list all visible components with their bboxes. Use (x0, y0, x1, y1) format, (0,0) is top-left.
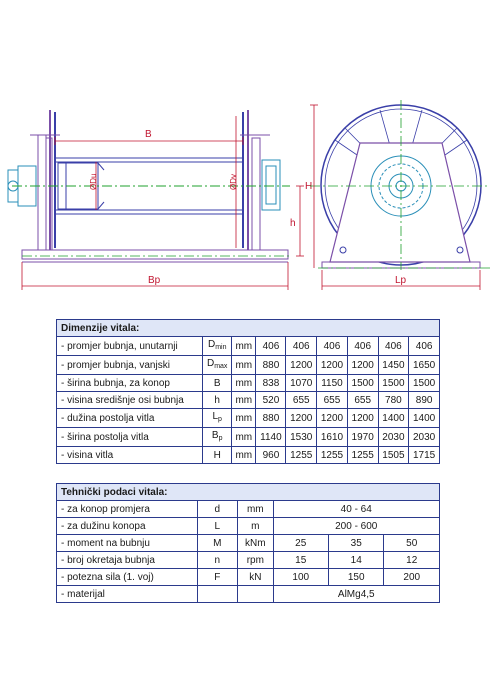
row-value: 100 (273, 569, 328, 586)
table-row (57, 392, 440, 409)
row-value: 1150 (317, 375, 348, 392)
row-label: - visina vitla (57, 447, 203, 464)
table-row (57, 409, 440, 428)
row-label: - širina postolja vitla (57, 428, 203, 447)
row-symbol: h (203, 392, 232, 409)
row-value: 200 (384, 569, 440, 586)
row-symbol: F (197, 569, 238, 586)
row-value: 406 (409, 337, 440, 356)
row-label: - za konop promjera (57, 501, 198, 518)
row-unit: mm (232, 409, 256, 428)
row-value: 655 (286, 392, 317, 409)
dim-label-bp: Bp (148, 275, 161, 286)
row-symbol: H (203, 447, 232, 464)
symbol-subscript: p (218, 416, 222, 423)
row-value: 1200 (286, 356, 317, 375)
row-symbol: $B_p$ (203, 428, 232, 447)
row-value: 1255 (347, 447, 378, 464)
row-label: - visina središnje osi bubnja (57, 392, 203, 409)
row-label: - potezna sila (1. voj) (57, 569, 198, 586)
row-value: 25 (273, 535, 328, 552)
row-unit: mm (232, 375, 256, 392)
row-value: 1200 (347, 356, 378, 375)
row-value: 1610 (317, 428, 348, 447)
symbol-subscript: p (218, 435, 223, 442)
row-value: 1400 (409, 409, 440, 428)
row-symbol: $D_{max}$ (203, 356, 232, 375)
row-label: - promjer bubnja, vanjski (57, 356, 203, 375)
table-row (57, 337, 440, 356)
row-value: 880 (256, 409, 286, 428)
row-unit: mm (232, 447, 256, 464)
row-value: 655 (317, 392, 348, 409)
dim-label-h-lower: h (290, 218, 296, 229)
row-unit: mm (232, 392, 256, 409)
table-row (57, 356, 440, 375)
row-value: 406 (347, 337, 378, 356)
row-label: - širina bubnja, za konop (57, 375, 203, 392)
table-row (57, 501, 440, 518)
table-row (57, 428, 440, 447)
row-symbol: n (197, 552, 238, 569)
row-value: 838 (256, 375, 286, 392)
row-value: 1500 (378, 375, 409, 392)
dim-label-b: B (145, 129, 152, 140)
row-unit (238, 586, 273, 603)
row-unit: mm (238, 501, 273, 518)
row-symbol (197, 586, 238, 603)
dimensions-table (56, 319, 440, 464)
table-row (57, 586, 440, 603)
row-value: 1450 (378, 356, 409, 375)
row-value: 150 (328, 569, 383, 586)
row-value: 35 (328, 535, 383, 552)
row-value: 2030 (409, 428, 440, 447)
row-symbol: $L_p$ (203, 409, 232, 428)
row-symbol: M (197, 535, 238, 552)
row-value: 880 (256, 356, 286, 375)
row-value: 406 (256, 337, 286, 356)
row-value: 1200 (317, 356, 348, 375)
symbol-subscript: max (214, 363, 228, 370)
row-value: 406 (317, 337, 348, 356)
row-value: 655 (347, 392, 378, 409)
row-unit: mm (232, 337, 256, 356)
row-value: 1505 (378, 447, 409, 464)
row-value: 406 (378, 337, 409, 356)
row-value: 1255 (286, 447, 317, 464)
row-unit: rpm (238, 552, 273, 569)
dim-label-dv: ØDv (229, 174, 238, 190)
row-label: - materijal (57, 586, 198, 603)
row-value: 890 (409, 392, 440, 409)
winch-drawing (0, 0, 494, 310)
row-value: 1255 (317, 447, 348, 464)
row-symbol: L (197, 518, 238, 535)
row-unit: mm (232, 356, 256, 375)
table-row (57, 447, 440, 464)
table-row (57, 375, 440, 392)
row-value: 1650 (409, 356, 440, 375)
row-unit: mm (232, 428, 256, 447)
row-value: 50 (384, 535, 440, 552)
symbol-subscript: min (215, 344, 227, 351)
row-value: 1530 (286, 428, 317, 447)
row-value: 1500 (409, 375, 440, 392)
row-label: - za dužinu konopa (57, 518, 198, 535)
row-value: 780 (378, 392, 409, 409)
row-value: 1200 (317, 409, 348, 428)
row-value: 12 (384, 552, 440, 569)
row-symbol: d (197, 501, 238, 518)
row-value: 960 (256, 447, 286, 464)
row-value: 1715 (409, 447, 440, 464)
row-value: 520 (256, 392, 286, 409)
row-value: 406 (286, 337, 317, 356)
row-unit: kN (238, 569, 273, 586)
dimensions-title: Dimenzije vitala: (57, 320, 440, 337)
row-symbol: $D_{min}$ (203, 337, 232, 356)
row-value: 1400 (378, 409, 409, 428)
row-value: 40 - 64 (273, 501, 440, 518)
row-value: 1140 (256, 428, 286, 447)
table-row (57, 569, 440, 586)
row-symbol: B (203, 375, 232, 392)
technical-table (56, 483, 440, 603)
row-value: 1500 (347, 375, 378, 392)
row-unit: m (238, 518, 273, 535)
row-label: - promjer bubnja, unutarnji (57, 337, 203, 356)
row-label: - moment na bubnju (57, 535, 198, 552)
table-row (57, 552, 440, 569)
row-unit: kNm (238, 535, 273, 552)
dim-label-du: ØDu (89, 173, 98, 190)
dim-label-h-upper: H (305, 181, 313, 192)
row-value: 15 (273, 552, 328, 569)
row-label: - broj okretaja bubnja (57, 552, 198, 569)
technical-title: Tehnički podaci vitala: (57, 484, 440, 501)
row-value: 1200 (347, 409, 378, 428)
row-value: 1070 (286, 375, 317, 392)
row-label: - dužina postolja vitla (57, 409, 203, 428)
row-value: 2030 (378, 428, 409, 447)
row-value: AlMg4,5 (273, 586, 440, 603)
row-value: 14 (328, 552, 383, 569)
table-row (57, 535, 440, 552)
table-row (57, 518, 440, 535)
dim-label-lp: Lp (395, 275, 407, 286)
row-value: 1970 (347, 428, 378, 447)
row-value: 1200 (286, 409, 317, 428)
row-value: 200 - 600 (273, 518, 440, 535)
